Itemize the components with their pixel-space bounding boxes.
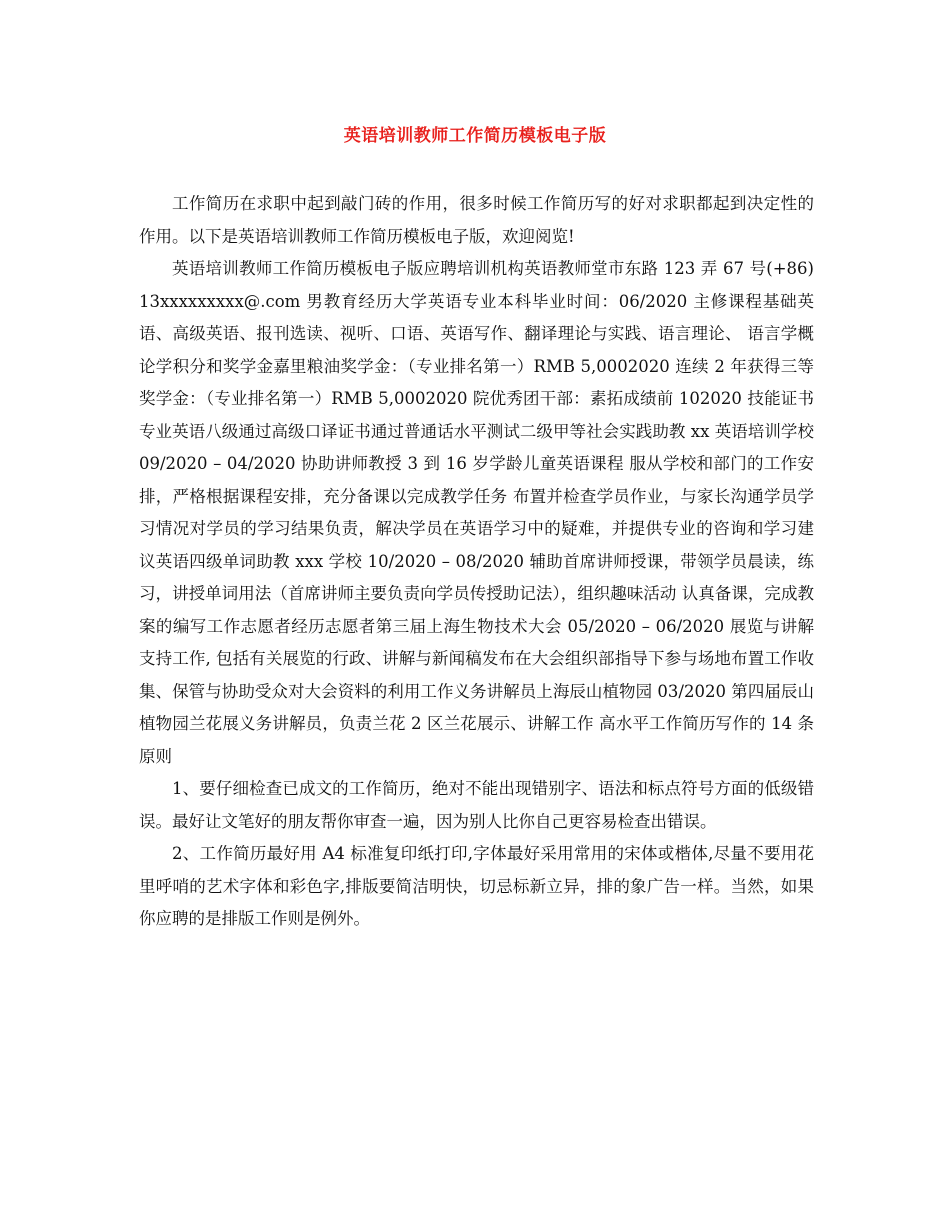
paragraph-resume: 英语培训教师工作简历模板电子版应聘培训机构英语教师堂市东路 123 弄 67 号(+86) 13xxxxxxxxx@.com 男教育经历大学英语专业本科毕业时间：06/2020 主修课程基础英语、高级英语、报刊选读、视听、口语、英语写作、翻译理论与实践、语言理论、 语言学概论学积分和奖学金嘉里粮油奖学金：（专业排名第一）RMB 5,0002020 连续 2 年获得三等奖学金：（专业排名第一）RMB 5,0002020 院优秀团干部：素拓成绩前 102020 技能证书专业英语八级通过高级口译证书通过普通话水平测试二级甲等社会实践助教 xx 英语培训学校 09/2020 – 04/2020 协助讲师教授 3 到 16 岁学龄儿童英语课程 服从学校和部门的工作安排，严格根据课程安排，充分备课以完成教学任务 布置并检查学员作业，与家长沟通学员学习情况对学员的学习结果负责，解决学员在英语学习中的疑难，并提供专业的咨询和学习建议英语四级单词助教 xxx 学校 10/2020 – 08/2020 辅助首席讲师授课，带领学员晨读，练习，讲授单词用法（首席讲师主要负责向学员传授助记法），组织趣味活动 认真备课，完成教案的编写工作志愿者经历志愿者第三届上海生物技术大会 05/2020 – 06/2020 展览与讲解支持工作, 包括有关展览的行政、讲解与新闻稿发布在大会组织部指导下参与场地布置工作收集、保管与协助受众对大会资料的利用工作义务讲解员上海辰山植物园 03/2020 第四届辰山植物园兰花展义务讲解员，负责兰花 2 区兰花展示、讲解工作 高水平工作简历写作的 14 条原则 [139, 259, 814, 766]
document-body [139, 188, 814, 936]
paragraph-rule-1: 1、要仔细检查已成文的工作简历，绝对不能出现错别字、语法和标点符号方面的低级错误。最好让文笔好的朋友帮你审查一遍，因为别人比你自己更容易检查出错误。 [139, 779, 814, 831]
paragraph-intro: 工作简历在求职中起到敲门砖的作用，很多时候工作简历写的好对求职都起到决定性的作用。以下是英语培训教师工作简历模板电子版，欢迎阅览! [139, 194, 814, 246]
document-title: 英语培训教师工作简历模板电子版 [343, 126, 607, 146]
paragraph-rule-2: 2、工作简历最好用 A4 标准复印纸打印,字体最好采用常用的宋体或楷体,尽量不要用花里呼哨的艺术字体和彩色字,排版要简洁明快，切忌标新立异，排的象广告一样。当然，如果你应聘的是排版工作则是例外。 [139, 844, 814, 928]
